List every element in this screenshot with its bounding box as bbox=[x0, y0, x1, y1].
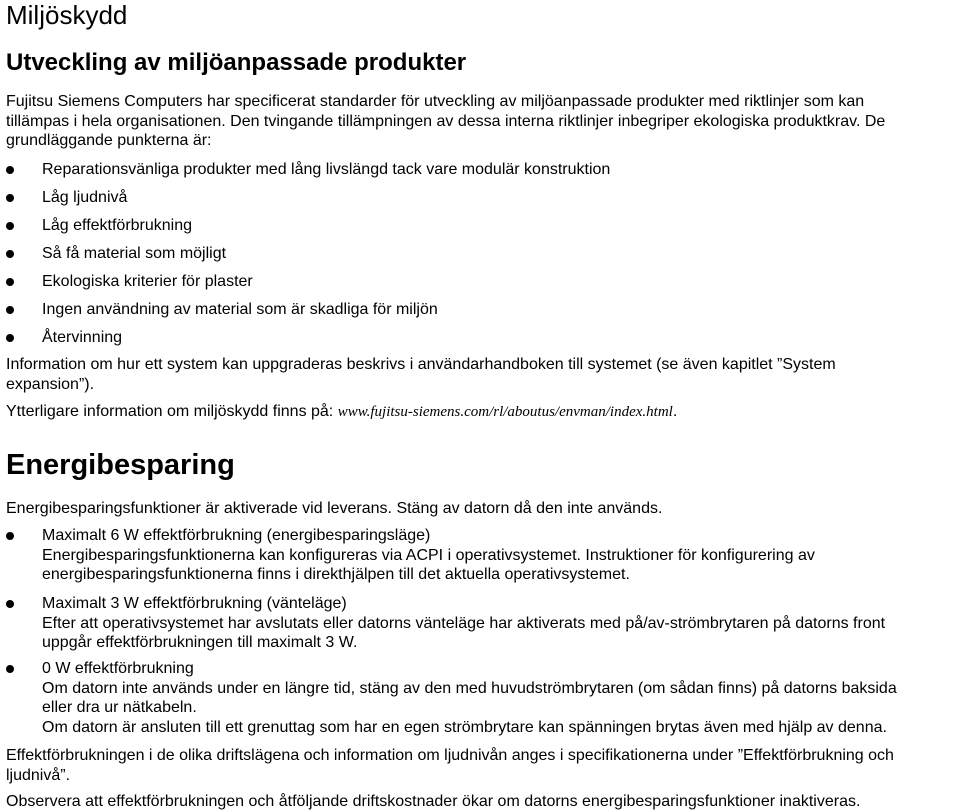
bullet-icon bbox=[6, 600, 14, 608]
energy-mode-text: Om datorn inte används under en längre tid, stäng av den med huvudströmbrytaren (om sådan finns) på datorns baksida bbox=[42, 679, 897, 697]
bullet-icon bbox=[6, 334, 14, 342]
energy-mode-item bbox=[6, 659, 956, 737]
energy-mode-text: Energibesparingsfunktionerna kan konfigureras via ACPI i operativsystemet. Instruktioner för konfigurering av bbox=[42, 546, 815, 564]
bullet-icon bbox=[6, 222, 14, 230]
energy-mode-text: eller dra ur nätkabeln. bbox=[42, 699, 197, 716]
consumption-paragraph bbox=[6, 746, 956, 785]
section-title-energy-saving: Energibesparing bbox=[6, 449, 235, 481]
energy-mode-text: Efter att operativsystemet har avslutats eller datorns vänteläge har aktiverats med på/av-strömbrytaren på datorns front bbox=[42, 614, 886, 632]
energy-mode-item bbox=[6, 526, 956, 585]
bullet-icon bbox=[6, 166, 14, 174]
section-title-product-development: Utveckling av miljöanpassade produkter bbox=[6, 49, 467, 76]
bullet-icon bbox=[6, 250, 14, 258]
upgrade-line: Information om hur ett system kan uppgraderas beskrivs i användarhandboken till systemet (se även kapitlet ”System bbox=[6, 356, 836, 373]
consumption-line: Effektförbrukningen i de olika driftslägena och information om ljudnivån anges i specifikationerna under ”Effektförbrukning och bbox=[6, 747, 894, 764]
more-info-paragraph: Ytterligare information om miljöskydd finns på: www.fujitsu-siemens.com/rl/aboutus/envman/index.html. bbox=[6, 403, 678, 420]
upgrade-paragraph bbox=[6, 355, 956, 394]
energy-mode-text: uppgår effektförbrukningen till maximalt 3 W. bbox=[42, 634, 358, 651]
note-paragraph: Observera att effektförbrukningen och åtföljande driftskostnader ökar om datorns energibesparingsfunktioner inaktiveras. bbox=[6, 793, 861, 810]
intro-line: grundläggande punkterna är: bbox=[6, 132, 212, 149]
bullet-icon bbox=[6, 194, 14, 202]
energy-mode-text: energibesparingsfunktionerna finns i direkthjälpen till det aktuella operativsystemet. bbox=[42, 566, 630, 583]
bullet-icon bbox=[6, 306, 14, 314]
bullet-icon bbox=[6, 665, 14, 673]
intro-line: Fujitsu Siemens Computers har specificerat standarder för utveckling av miljöanpassade produkter med riktlinjer som kan bbox=[6, 93, 865, 110]
intro-line: tillämpas i hela organisationen. Den tvingande tillämpningen av dessa interna riktlinjer inbegriper ekologiska produktkrav. De bbox=[6, 112, 886, 130]
bullet-icon bbox=[6, 278, 14, 286]
energy-mode-title: Maximalt 3 W effektförbrukning (vänteläge) bbox=[42, 595, 347, 612]
environment-url-link[interactable]: www.fujitsu-siemens.com/rl/aboutus/envman/index.html bbox=[337, 404, 673, 420]
consumption-line: ljudnivå”. bbox=[6, 766, 71, 784]
bullet-icon bbox=[6, 532, 14, 540]
energy-intro: Energibesparingsfunktioner är aktiverade vid leverans. Stäng av datorn då den inte används. bbox=[6, 500, 663, 517]
page-title: Miljöskydd bbox=[6, 0, 128, 30]
energy-mode-item bbox=[6, 594, 956, 653]
energy-mode-text: Om datorn är ansluten till ett grenuttag som har en egen strömbrytare kan spänningen brytas även med hjälp av denna. bbox=[42, 718, 887, 736]
upgrade-line: expansion”). bbox=[6, 375, 95, 393]
energy-mode-title: 0 W effektförbrukning bbox=[42, 660, 194, 677]
energy-mode-title: Maximalt 6 W effektförbrukning (energibesparingsläge) bbox=[42, 527, 431, 544]
intro-paragraph bbox=[6, 92, 956, 151]
